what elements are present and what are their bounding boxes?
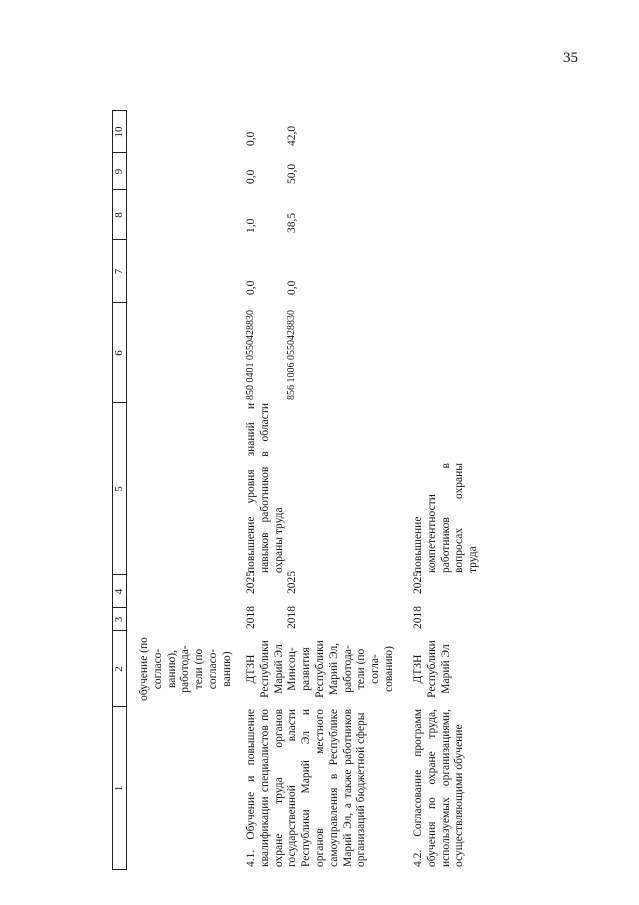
row-4-2-measure: 4.2. Согласование программ обучения по охране труда, используемых организациями, осуществляющими обучение xyxy=(412,709,466,867)
row-4-1-value-col9: 0,0 xyxy=(245,169,257,184)
row-4-1-value-col10-2: 42,0 xyxy=(286,125,298,146)
table-sheet xyxy=(112,110,507,870)
row-4-1-measure: 4.1. Обучение и повышение квалификации специалистов по охране труда органов государственной власти Республики Марий Эл и органов местного самоуправления в Республике Марий Эл, а также работников организаций бюджетной сферы xyxy=(245,709,368,867)
column-header-3: 3 xyxy=(113,616,125,623)
row-4-1-value-col8-2: 38,5 xyxy=(286,212,298,233)
row-4-2-responsible: ДТЗН Республики Марий Эл xyxy=(412,640,452,698)
column-header-9: 9 xyxy=(113,168,125,175)
column-header-5: 5 xyxy=(113,486,125,492)
row-4-1-end-year: 2025 xyxy=(245,571,257,594)
column-header-2: 2 xyxy=(113,666,125,672)
row-4-1-value-col10: 0,0 xyxy=(245,131,257,146)
column-header-7: 7 xyxy=(113,268,125,275)
row-4-1-budget-code-2: 856 1006 0550428830 xyxy=(286,310,297,400)
column-header-8: 8 xyxy=(113,212,125,218)
row-4-1-start-year: 2018 xyxy=(245,606,257,629)
row-4-1-end-year-2: 2025 xyxy=(286,571,298,594)
column-header-4: 4 xyxy=(113,588,125,595)
column-header-6: 6 xyxy=(113,350,125,356)
row-4-2-start-year: 2018 xyxy=(412,606,424,629)
column-header-1: 1 xyxy=(113,785,125,792)
page-number: 35 xyxy=(563,50,578,66)
row-4-2-end-year: 2025 xyxy=(412,571,424,594)
row-4-1-budget-code: 850 0401 0550428830 xyxy=(245,310,256,400)
row-4-1-value-col7-2: 0,0 xyxy=(286,280,298,295)
row-4-1-responsible: ДТЗН Республики Марий Эл Минсоц- развития Республики Марий Эл, работода- тели (по согла- сованию) xyxy=(245,640,395,698)
row-4-2-result: повышение компетентности работников в вопросах охраны труда xyxy=(412,463,480,573)
row-4-1-value-col9-2: 50,0 xyxy=(286,163,298,184)
continuation-responsible: обучение (по согласо- ванию), работода- тели (по согласо- ванию) xyxy=(138,637,233,701)
row-4-1-value-col7: 0,0 xyxy=(245,280,257,295)
row-4-1-result: повышение уровня знаний и навыков работников в области охраны труда xyxy=(245,403,285,573)
row-4-1-start-year-2: 2018 xyxy=(286,606,298,629)
column-header-10: 10 xyxy=(113,126,125,138)
row-4-1-value-col8: 1,0 xyxy=(245,218,257,233)
